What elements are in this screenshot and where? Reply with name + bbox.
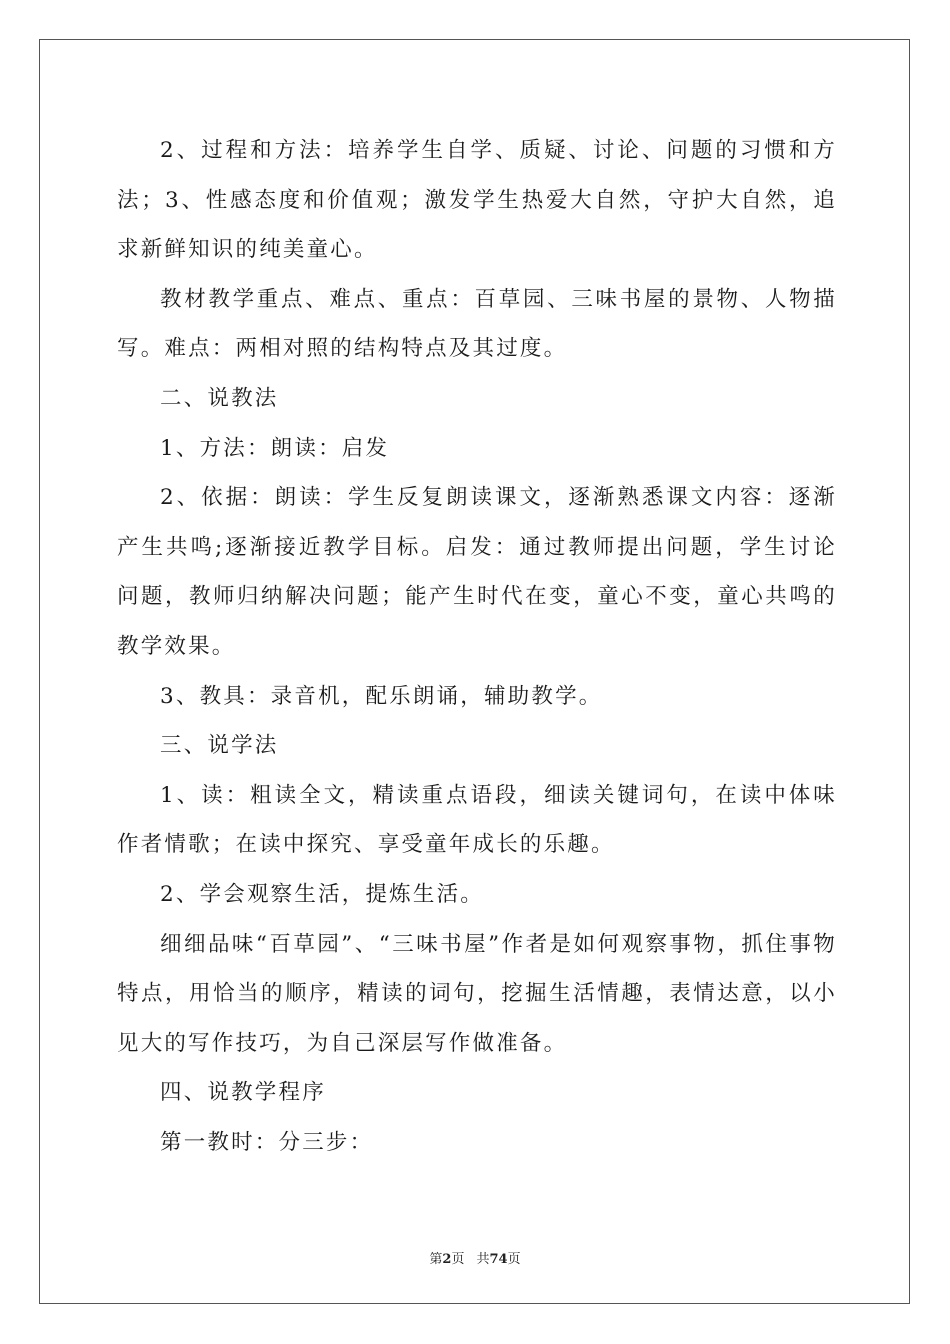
paragraph: 教材教学重点、难点、重点：百草园、三味书屋的景物、人物描写。难点：两相对照的结构特点及其过度。 [117, 286, 837, 362]
paragraph: 细细品味“百草园”、“三味书屋”作者是如何观察事物，抓住事物特点，用恰当的顺序，精读的词句，挖掘生活情趣，表情达意，以小见大的写作技巧，为自己深层写作做准备。 [117, 931, 837, 1056]
paragraph: 2、依据：朗读：学生反复朗读课文，逐渐熟悉课文内容：逐渐产生共鸣;逐渐接近教学目标。启发：通过教师提出问题，学生讨论问题，教师归纳解决问题；能产生时代在变，童心不变，童心共鸣的教学效果。 [117, 485, 837, 659]
document-body [117, 126, 837, 1167]
paragraph: 1、读：粗读全文，精读重点语段，细读关键词句，在读中体味作者情歌；在读中探究、享受童年成长的乐趣。 [117, 782, 837, 858]
paragraph: 2、学会观察生活，提炼生活。 [160, 881, 484, 907]
paragraph: 1、方法：朗读：启发 [160, 435, 390, 461]
section-heading: 二、说教法 [160, 385, 279, 411]
page-unit: 页 [451, 1252, 465, 1267]
total-page-count: 74 [489, 1252, 508, 1267]
total-unit: 页 [507, 1252, 521, 1267]
paragraph: 第一教时：分三步： [160, 1129, 374, 1155]
total-prefix: 共 [476, 1252, 490, 1267]
paragraph: 2、过程和方法：培养学生自学、质疑、讨论、问题的习惯和方法；3、性感态度和价值观；激发学生热爱大自然，守护大自然，追求新鲜知识的纯美童心。 [117, 138, 837, 263]
current-page-number: 2 [442, 1252, 452, 1267]
page-footer [0, 1248, 950, 1267]
paragraph: 3、教具：录音机，配乐朗诵，辅助教学。 [160, 683, 603, 709]
page-prefix: 第 [429, 1252, 443, 1267]
section-heading: 四、说教学程序 [160, 1080, 326, 1106]
section-heading: 三、说学法 [160, 733, 279, 759]
